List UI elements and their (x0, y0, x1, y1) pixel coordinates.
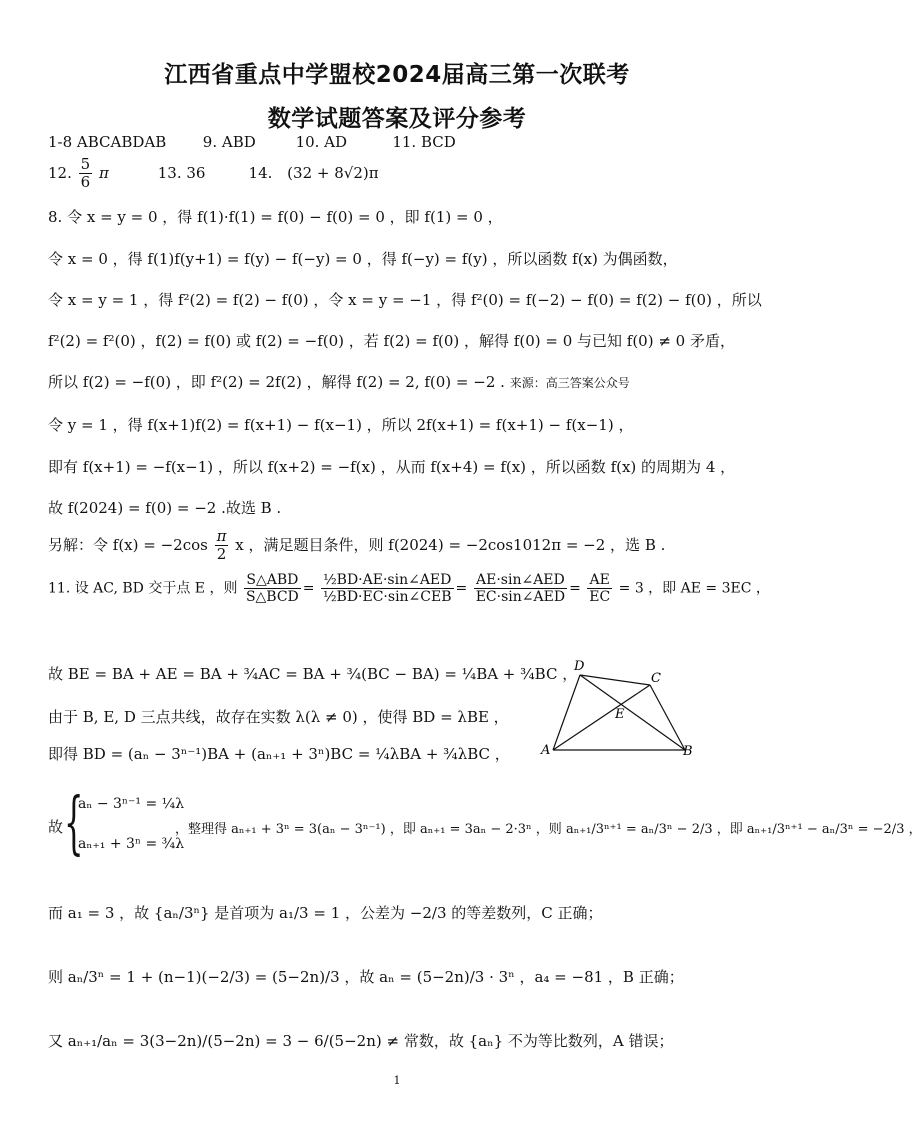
solution-11-line-7: 则 aₙ/3ⁿ = 1 + (n−1)(−2/3) = (5−2n)/3 ，故 aₙ = (5−2n)/3 · 3ⁿ ，a₄ = −81 ，B 正确； (48, 968, 684, 986)
solution-8-alt (48, 528, 754, 564)
solution-8-line-6: 令 y = 1 ，得 f(x+1)f(2) = f(x+1) − f(x−1) ，所以 2f(x+1) = f(x+1) − f(x−1) ， (48, 416, 634, 434)
answer-14-label: 14. (248, 163, 273, 182)
solution-8-line-2: 令 x = 0 ，得 f(1)f(y+1) = f(y) − f(−y) = 0 ，得 f(−y) = f(y) ，所以函数 f(x) 为偶函数， (48, 250, 678, 268)
edge-CB (650, 685, 685, 750)
solution-11-conclusion: = 3 ，即 AE = 3EC ， (618, 580, 770, 597)
system-label: 故 (48, 818, 64, 836)
system-equation-1: aₙ − 3ⁿ⁻¹ = ¼λ (78, 796, 185, 812)
diagonal-BD (580, 675, 685, 750)
solution-11-line-1: 11. 设 AC, BD 交于点 E ，则 $\frac{\text{S△ABD}}{\text{S△BCD}}$ = $\frac{\text{½BD·AE·sin∠AED}}{\text{½BD·EC·sin∠CEB}}$ = $\frac{\text{AE·sin∠AED}}{\text{EC·sin∠AED}}$ = $\frac{AE}{EC}$ = 3 ，即 AE = 3EC ， (48, 572, 770, 606)
answer-1-8: 1-8 ABCABDAB (48, 133, 167, 151)
label-C: C (651, 671, 661, 686)
solution-8-alt-b: x ，满足题目条件，则 f(2024) = −2cos1012π = −2 ，选 B . (235, 535, 666, 554)
quadrilateral-figure (538, 655, 708, 765)
area-ratio-den: S△BCD (245, 589, 299, 606)
area-ratio-expanded-den: ½BD·EC·sin∠CEB (322, 589, 452, 606)
solution-8-alt-num: π (216, 527, 227, 545)
area-ratio-expanded (321, 572, 454, 605)
solution-11-line-2: 故 BE = BA + AE = BA + ¾AC = BA + ¾(BC − BA) = ¼BA + ¾BC ， (48, 665, 578, 683)
solution-11-intro: 11. 设 AC, BD 交于点 E ，则 (48, 580, 238, 597)
area-ratio-num: S△ABD (244, 572, 301, 589)
answer-12-fraction (79, 156, 93, 192)
left-brace-icon: { (64, 784, 84, 863)
label-E: E (615, 707, 625, 722)
answer-12-numerator: 5 (80, 155, 91, 173)
solution-8-line-7: 即有 f(x+1) = −f(x−1) ，所以 f(x+2) = −f(x) ，从而 f(x+4) = f(x) ，所以函数 f(x) 的周期为 4 ， (48, 458, 736, 476)
source-note: 来源：高三答案公众号 (509, 376, 630, 390)
solution-8-line-5-text: 所以 f(2) = −f(0) ，即 f²(2) = 2f(2) ，解得 f(2) = 2, f(0) = −2 . (48, 373, 505, 391)
answer-12-denominator: 6 (80, 173, 91, 192)
solution-8-alt-a: 另解：令 f(x) = −2cos (48, 535, 208, 554)
answer-row-2 (48, 156, 754, 192)
answer-12-label: 12. (48, 163, 72, 182)
answer-11: 11. BCD (392, 133, 456, 151)
answer-12-pi: π (98, 163, 109, 182)
answer-9: 9. ABD (202, 133, 256, 151)
solution-8-alt-fraction (215, 528, 229, 564)
page-number: 1 (393, 1074, 401, 1087)
edge-DC (580, 675, 650, 685)
edge-AD (553, 675, 580, 750)
label-B: B (683, 744, 693, 759)
area-ratio-simplified-num: AE·sin∠AED (474, 572, 567, 589)
solution-11-line-8: 又 aₙ₊₁/aₙ = 3(3−2n)/(5−2n) = 3 − 6/(5−2n) ≠ 常数，故 {aₙ} 不为等比数列，A 错误； (48, 1032, 674, 1050)
area-ratio-expanded-num: ½BD·AE·sin∠AED (321, 572, 454, 589)
area-ratio (244, 572, 301, 605)
document-subtitle: 数学试题答案及评分参考 (267, 106, 527, 132)
diagonal-AC (553, 685, 650, 750)
area-ratio-simplified-den: EC·sin∠AED (475, 589, 566, 606)
area-ratio-final-den: EC (589, 589, 611, 606)
answer-row-1 (48, 133, 754, 151)
area-ratio-final-num: AE (587, 572, 612, 589)
area-ratio-simplified (474, 572, 567, 605)
label-D: D (574, 659, 585, 674)
solution-11-line-5: ，整理得 aₙ₊₁ + 3ⁿ = 3(aₙ − 3ⁿ⁻¹) ，即 aₙ₊₁ = 3aₙ − 2·3ⁿ ，则 aₙ₊₁/3ⁿ⁺¹ = aₙ/3ⁿ − 2/3 ，即 aₙ₊₁/3ⁿ⁺¹ − aₙ/3ⁿ = −2/3 ， (175, 822, 922, 837)
area-ratio-final (587, 572, 612, 605)
solution-8-line-5 (48, 371, 754, 392)
solution-8-line-3: 令 x = y = 1 ，得 f²(2) = f(2) − f(0) ，令 x = y = −1 ，得 f²(0) = f(−2) − f(0) = f(2) − f(0) ，所以 (48, 291, 762, 309)
solution-8-line-1: 8. 令 x = y = 0 ，得 f(1)·f(1) = f(0) − f(0) = 0 ，即 f(1) = 0 ， (48, 208, 503, 226)
system-equation-2: aₙ₊₁ + 3ⁿ = ¾λ (78, 836, 185, 852)
solution-8-line-8: 故 f(2024) = f(0) = −2 .故选 B . (48, 499, 282, 517)
document-title: 江西省重点中学盟校2024届高三第一次联考 (164, 62, 630, 88)
answer-13: 13. 36 (157, 163, 206, 182)
answer-10: 10. AD (295, 133, 348, 151)
solution-11-line-4: 即得 BD = (aₙ − 3ⁿ⁻¹)BA + (aₙ₊₁ + 3ⁿ)BC = ¼λBA + ¾λBC ， (48, 745, 510, 763)
solution-8-alt-den: 2 (216, 545, 227, 564)
label-A: A (541, 743, 551, 758)
solution-11-line-3: 由于 B, E, D 三点共线，故存在实数 λ(λ ≠ 0) ，使得 BD = λBE ， (48, 708, 509, 726)
solution-8-line-4: f²(2) = f²(0) ，f(2) = f(0) 或 f(2) = −f(0) ，若 f(2) = f(0) ，解得 f(0) = 0 与已知 f(0) ≠ 0 矛盾， (48, 332, 735, 350)
solution-11-line-6: 而 a₁ = 3 ，故 {aₙ/3ⁿ} 是首项为 a₁/3 = 1 ，公差为 −2/3 的等差数列，C 正确； (48, 904, 603, 922)
answer-14-value: (32 + 8√2)π (287, 163, 379, 182)
